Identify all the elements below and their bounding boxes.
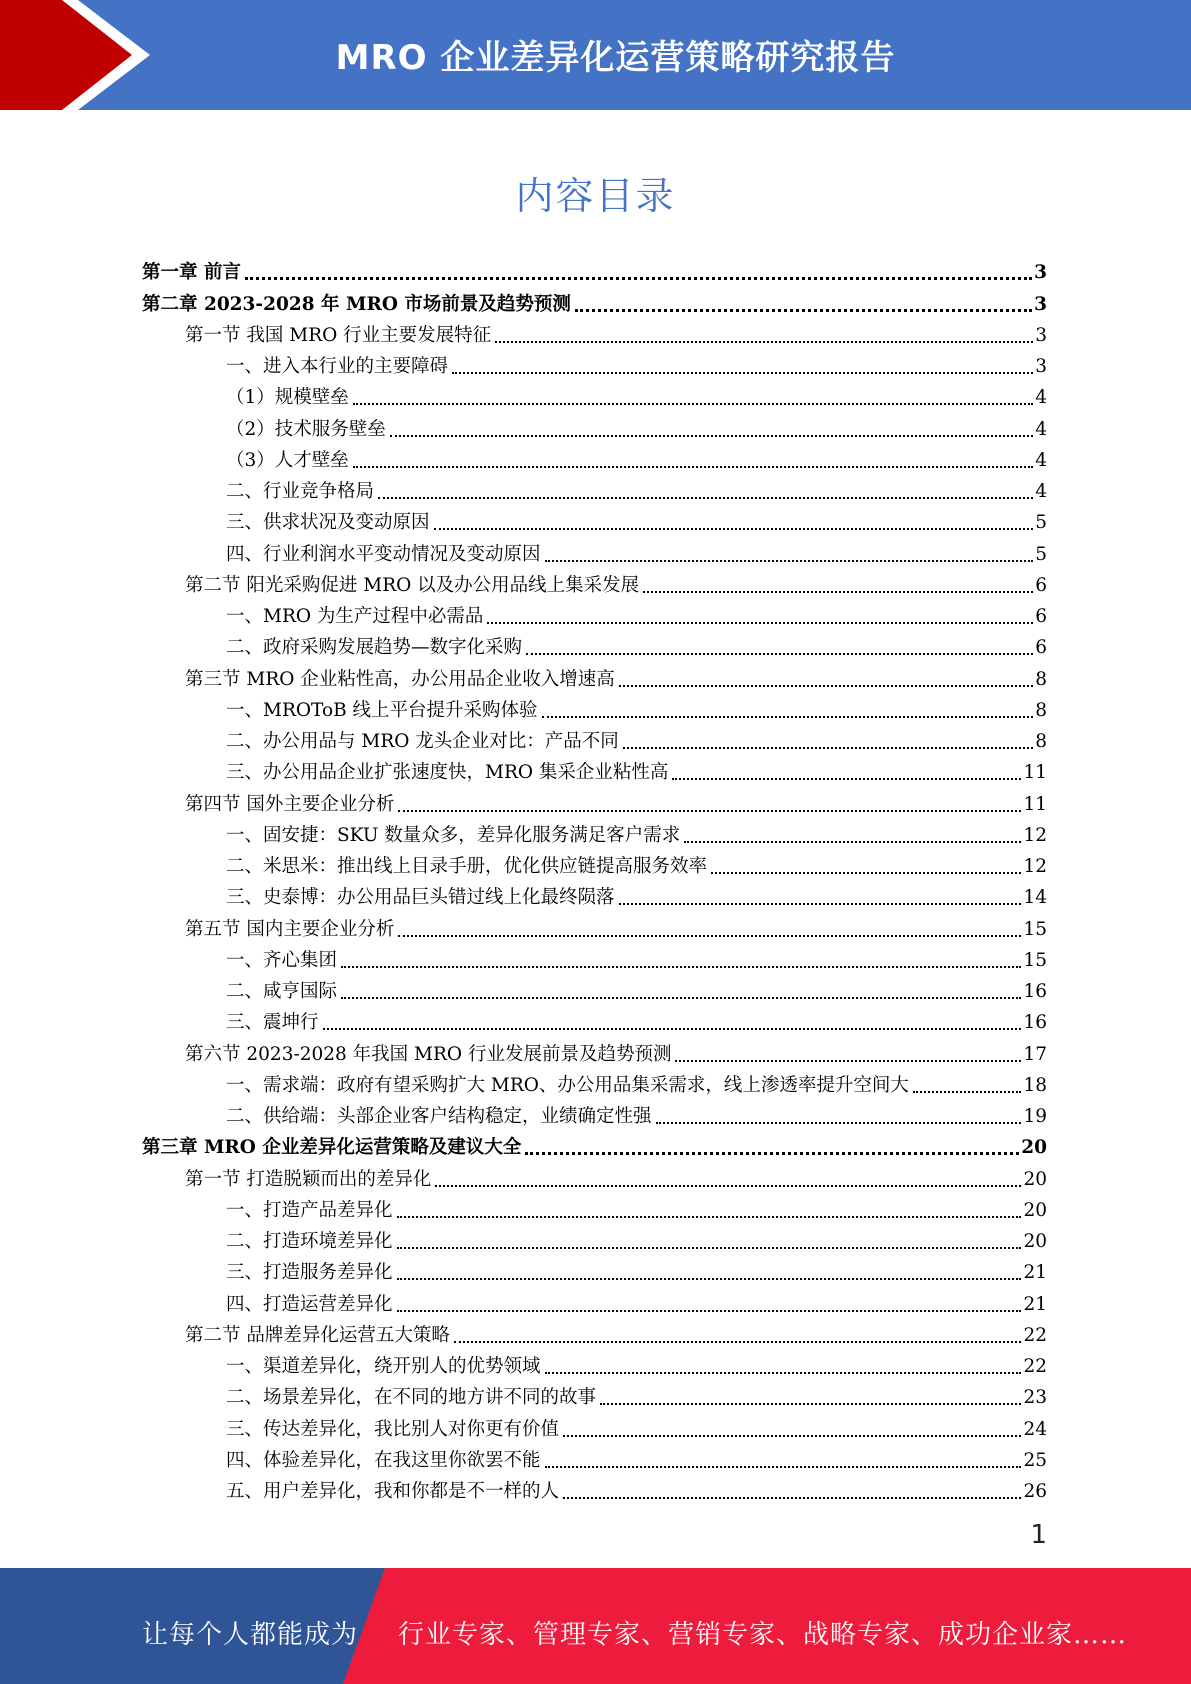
- toc-dot-leader: [563, 1435, 1021, 1437]
- toc-entry[interactable]: [142, 567, 1047, 598]
- toc-dot-leader: [619, 685, 1033, 687]
- toc-entry-page: 12: [1023, 824, 1047, 846]
- toc-entry[interactable]: [142, 348, 1047, 379]
- toc-entry-title: 四、打造运营差异化: [226, 1293, 393, 1315]
- toc-entry-title: 二、场景差异化，在不同的地方讲不同的故事: [226, 1387, 597, 1409]
- toc-entry-title: 二、咸亨国际: [226, 981, 338, 1002]
- toc-entry-page: 18: [1023, 1074, 1047, 1096]
- toc-dot-leader: [563, 1497, 1021, 1499]
- toc-entry-title: 四、体验差异化，在我这里你欲罢不能: [226, 1449, 541, 1471]
- toc-entry[interactable]: [142, 598, 1047, 629]
- toc-entry[interactable]: [142, 442, 1047, 473]
- toc-dot-leader: [913, 1091, 1022, 1093]
- toc-entry-title: 第一章 前言: [142, 262, 241, 284]
- toc-entry-page: 26: [1023, 1481, 1047, 1502]
- toc-entry-page: 17: [1023, 1043, 1047, 1065]
- toc-dot-leader: [542, 716, 1034, 718]
- toc-entry[interactable]: [142, 1285, 1047, 1316]
- toc-entry-title: 三、震坤行: [226, 1012, 319, 1034]
- toc-entry-page: 22: [1023, 1356, 1047, 1377]
- toc-dot-leader: [525, 1152, 1019, 1155]
- page-number: 1: [1030, 1520, 1047, 1550]
- toc-dot-leader: [353, 403, 1033, 405]
- toc-entry[interactable]: [142, 973, 1047, 1004]
- toc-dot-leader: [454, 1341, 1022, 1343]
- toc-entry-title: 二、办公用品与 MRO 龙头企业对比：产品不同: [226, 731, 619, 752]
- report-title: MRO 企业差异化运营策略研究报告: [335, 38, 896, 78]
- toc-dot-leader: [675, 1060, 1021, 1062]
- toc-entry[interactable]: [142, 1254, 1047, 1285]
- toc-entry-page: 20: [1021, 1137, 1047, 1159]
- toc-entry[interactable]: [142, 410, 1047, 441]
- toc-entry-page: 19: [1023, 1106, 1047, 1127]
- toc-entry[interactable]: [142, 1348, 1047, 1379]
- toc-entry[interactable]: [142, 1410, 1047, 1441]
- toc-entry[interactable]: [142, 942, 1047, 973]
- toc-entry-page: 22: [1023, 1324, 1047, 1346]
- toc-dot-leader: [397, 1310, 1022, 1312]
- toc-entry-page: 3: [1034, 262, 1047, 284]
- toc-entry[interactable]: [142, 1004, 1047, 1035]
- toc-entry[interactable]: [142, 1473, 1047, 1504]
- toc-dot-leader: [397, 1216, 1022, 1218]
- toc-entry-title: 第六节 2023-2028 年我国 MRO 行业发展前景及趋势预测: [185, 1043, 672, 1065]
- toc-entry-page: 12: [1023, 856, 1047, 877]
- toc-dot-leader: [575, 309, 1032, 312]
- toc-entry-page: 20: [1023, 1231, 1047, 1252]
- toc-dot-leader: [545, 1372, 1022, 1374]
- toc-entry-title: 二、打造环境差异化: [226, 1231, 393, 1252]
- toc-entry-page: 23: [1023, 1387, 1047, 1409]
- toc-entry[interactable]: [142, 1379, 1047, 1410]
- toc-dot-leader: [526, 653, 1033, 655]
- toc-entry-page: 3: [1034, 293, 1047, 315]
- toc-dot-leader: [341, 997, 1021, 999]
- toc-entry[interactable]: [142, 879, 1047, 910]
- toc-dot-leader: [398, 935, 1021, 937]
- toc-entry-page: 21: [1023, 1262, 1047, 1284]
- toc-dot-leader: [353, 466, 1033, 468]
- toc-entry-title: 第二节 阳光采购促进 MRO 以及办公用品线上集采发展: [185, 574, 640, 596]
- toc-entry-title: 四、行业利润水平变动情况及变动原因: [226, 543, 541, 565]
- toc-entry-title: 一、固安捷：SKU 数量众多，差异化服务满足客户需求: [226, 824, 681, 846]
- toc-entry-title: 五、用户差异化，我和你都是不一样的人: [226, 1481, 560, 1502]
- toc-entry-page: 16: [1023, 1012, 1047, 1034]
- toc-dot-leader: [452, 372, 1033, 374]
- toc-entry-page: 6: [1035, 606, 1047, 627]
- toc-entry-page: 8: [1035, 668, 1047, 690]
- toc-dot-leader: [487, 622, 1033, 624]
- toc-entry[interactable]: [142, 660, 1047, 691]
- toc-entry-title: 一、齐心集团: [226, 949, 338, 971]
- toc-entry[interactable]: [142, 817, 1047, 848]
- toc-entry-page: 4: [1035, 418, 1047, 440]
- toc-entry[interactable]: [142, 1160, 1047, 1191]
- toc-dot-leader: [623, 747, 1033, 749]
- toc-dot-leader: [435, 1185, 1021, 1187]
- toc-entry-page: 6: [1035, 574, 1047, 596]
- toc-dot-leader: [397, 1247, 1022, 1249]
- toc-dot-leader: [397, 1278, 1022, 1280]
- toc-entry-title: 一、打造产品差异化: [226, 1199, 393, 1221]
- toc-entry-title: 三、办公用品企业扩张速度快，MRO 集采企业粘性高: [226, 762, 669, 784]
- toc-dot-leader: [619, 903, 1022, 905]
- toc-entry-title: 一、进入本行业的主要障碍: [226, 356, 449, 377]
- toc-entry[interactable]: [142, 754, 1047, 785]
- toc-entry[interactable]: [142, 317, 1047, 348]
- toc-entry[interactable]: [142, 379, 1047, 410]
- toc-dot-leader: [672, 778, 1021, 780]
- toc-entry-title: 一、需求端：政府有望采购扩大 MRO、办公用品集采需求，线上渗透率提升空间大: [226, 1074, 909, 1096]
- toc-entry[interactable]: [142, 285, 1047, 316]
- toc-dot-leader: [434, 528, 1034, 530]
- footer-slogan-right: 行业专家、管理专家、营销专家、战略专家、成功企业家……: [398, 1620, 1128, 1650]
- toc-heading: 内容目录: [515, 174, 676, 218]
- toc-entry-title: 第三节 MRO 企业粘性高，办公用品企业收入增速高: [185, 668, 615, 690]
- toc-entry-page: 11: [1023, 762, 1047, 784]
- toc-entry-title: 二、行业竞争格局: [226, 481, 375, 502]
- toc-entry-page: 11: [1023, 793, 1047, 815]
- toc-entry-page: 4: [1035, 449, 1047, 471]
- toc-entry-page: 15: [1023, 918, 1047, 940]
- toc-entry-title: 第一节 我国 MRO 行业主要发展特征: [185, 324, 492, 346]
- toc-dot-leader: [711, 872, 1021, 874]
- toc-entry-page: 3: [1035, 324, 1047, 346]
- toc-dot-leader: [341, 966, 1021, 968]
- toc-dot-leader: [684, 841, 1021, 843]
- toc-entry-page: 20: [1023, 1168, 1047, 1190]
- toc-dot-leader: [245, 277, 1032, 280]
- toc-dot-leader: [656, 1122, 1022, 1124]
- toc-dot-leader: [600, 1403, 1021, 1405]
- toc-dot-leader: [378, 497, 1033, 499]
- footer-slogan-left: 让每个人都能成为: [142, 1620, 359, 1650]
- toc-entry-title: （2）技术服务壁垒: [226, 418, 386, 440]
- toc-entry[interactable]: [142, 254, 1047, 285]
- toc-entry-page: 6: [1035, 637, 1047, 659]
- toc-entry-title: （1）规模壁垒: [226, 387, 349, 409]
- toc-entry-title: 三、打造服务差异化: [226, 1262, 393, 1284]
- toc-entry[interactable]: [142, 910, 1047, 941]
- toc-entry-title: 第五节 国内主要企业分析: [185, 918, 395, 940]
- toc-entry-title: 三、史泰博：办公用品巨头错过线上化最终陨落: [226, 887, 615, 909]
- toc-entry[interactable]: [142, 1317, 1047, 1348]
- toc-entry-page: 24: [1023, 1418, 1047, 1440]
- toc-entry[interactable]: [142, 629, 1047, 660]
- toc-entry[interactable]: [142, 1067, 1047, 1098]
- toc-entry-title: 三、供求状况及变动原因: [226, 512, 430, 534]
- toc-entry-title: 第三章 MRO 企业差异化运营策略及建议大全: [142, 1137, 522, 1159]
- toc-entry-page: 15: [1023, 949, 1047, 971]
- toc-entry[interactable]: [142, 1192, 1047, 1223]
- toc-dot-leader: [545, 1466, 1022, 1468]
- toc-entry-page: 4: [1035, 387, 1047, 409]
- toc-entry[interactable]: [142, 473, 1047, 504]
- toc-entry[interactable]: [142, 848, 1047, 879]
- toc-entry-title: 第二节 品牌差异化运营五大策略: [185, 1324, 450, 1346]
- toc-entry-title: 二、米思米：推出线上目录手册，优化供应链提高服务效率: [226, 856, 708, 877]
- toc-entry[interactable]: [142, 723, 1047, 754]
- toc-entry-page: 21: [1023, 1293, 1047, 1315]
- toc-entry-title: （3）人才壁垒: [226, 449, 349, 471]
- toc-entry-title: 第四节 国外主要企业分析: [185, 793, 395, 815]
- toc-entry-page: 25: [1023, 1449, 1047, 1471]
- toc-entry-page: 20: [1023, 1199, 1047, 1221]
- toc-entry[interactable]: [142, 1098, 1047, 1129]
- toc-entry-page: 3: [1035, 356, 1047, 377]
- toc-entry-page: 8: [1035, 699, 1047, 721]
- toc-entry-title: 二、供给端：头部企业客户结构稳定，业绩确定性强: [226, 1106, 652, 1127]
- toc-dot-leader: [398, 810, 1021, 812]
- toc-entry[interactable]: [142, 1223, 1047, 1254]
- toc-entry-page: 5: [1035, 512, 1047, 534]
- toc-entry-page: 16: [1023, 981, 1047, 1002]
- toc-entry-title: 一、MROToB 线上平台提升采购体验: [226, 699, 538, 721]
- table-of-contents: [142, 254, 1047, 1504]
- toc-entry-page: 14: [1023, 887, 1047, 909]
- toc-dot-leader: [495, 341, 1033, 343]
- toc-entry-title: 一、渠道差异化，绕开别人的优势领域: [226, 1356, 541, 1377]
- toc-entry-page: 4: [1035, 481, 1047, 502]
- toc-entry-title: 第二章 2023-2028 年 MRO 市场前景及趋势预测: [142, 293, 571, 315]
- toc-dot-leader: [643, 591, 1033, 593]
- toc-entry-title: 三、传达差异化，我比别人对你更有价值: [226, 1418, 560, 1440]
- toc-entry[interactable]: [142, 504, 1047, 535]
- toc-entry-title: 一、MRO 为生产过程中必需品: [226, 606, 484, 627]
- toc-entry[interactable]: [142, 535, 1047, 566]
- toc-entry[interactable]: [142, 785, 1047, 816]
- toc-dot-leader: [545, 560, 1034, 562]
- toc-entry[interactable]: [142, 1129, 1047, 1160]
- toc-entry[interactable]: [142, 1035, 1047, 1066]
- toc-entry-page: 5: [1035, 543, 1047, 565]
- toc-entry[interactable]: [142, 692, 1047, 723]
- header-banner: [0, 0, 1191, 110]
- toc-entry-title: 二、政府采购发展趋势—数字化采购: [226, 637, 523, 659]
- toc-dot-leader: [323, 1028, 1022, 1030]
- toc-entry[interactable]: [142, 1442, 1047, 1473]
- toc-entry-page: 8: [1035, 731, 1047, 752]
- toc-entry-title: 第一节 打造脱颖而出的差异化: [185, 1168, 432, 1190]
- toc-dot-leader: [390, 435, 1033, 437]
- footer-banner: [0, 1568, 1191, 1684]
